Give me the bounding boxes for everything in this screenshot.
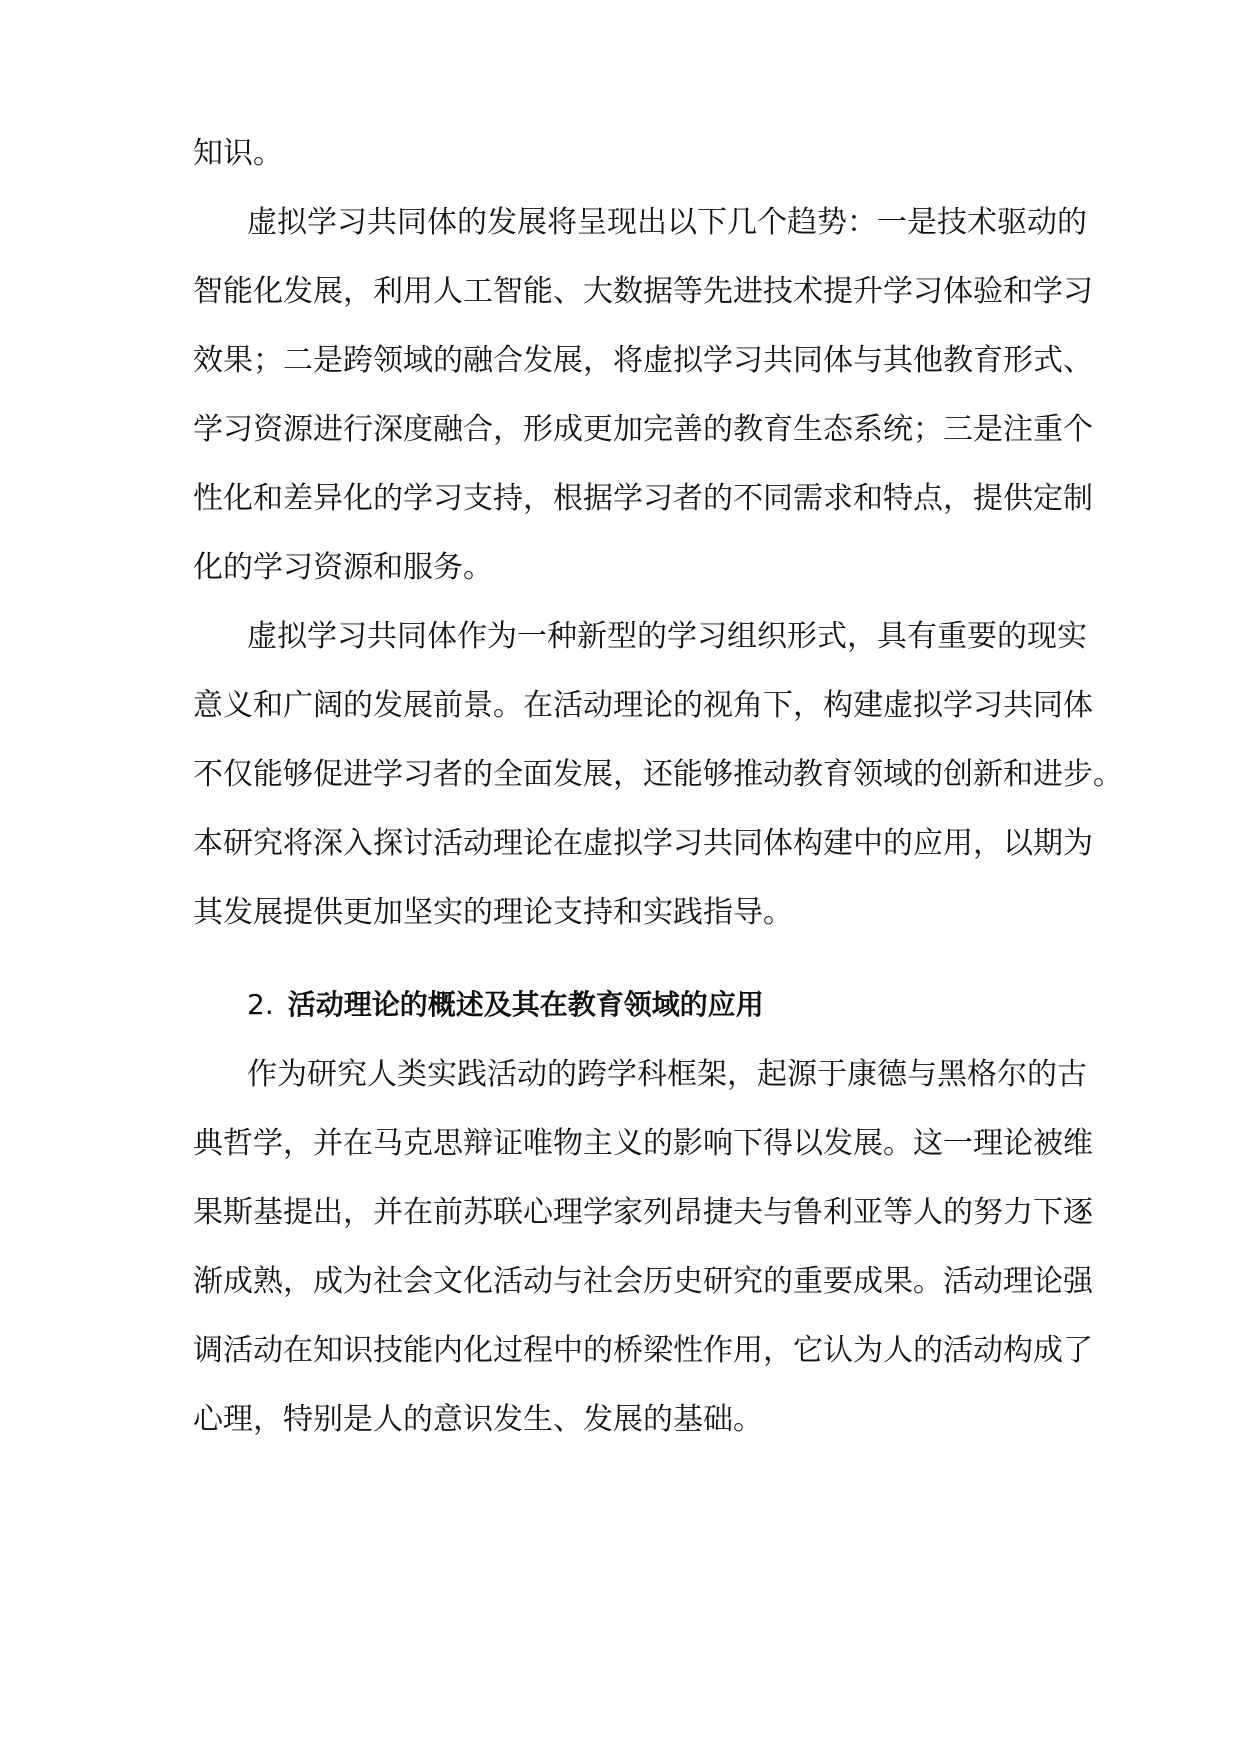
- paragraph-line: 渐成熟，成为社会文化活动与社会历史研究的重要成果。活动理论强: [193, 1264, 1093, 1299]
- section-number: 2.: [247, 988, 274, 1021]
- paragraph-line: 果斯基提出，并在前苏联心理学家列昂捷夫与鲁利亚等人的努力下逐: [193, 1195, 1093, 1230]
- paragraph-line: 性化和差异化的学习支持，根据学习者的不同需求和特点，提供定制: [193, 481, 1093, 516]
- paragraph-line: 作为研究人类实践活动的跨学科框架，起源于康德与黑格尔的古: [247, 1057, 1087, 1092]
- paragraph-line: 调活动在知识技能内化过程中的桥梁性作用，它认为人的活动构成了: [193, 1333, 1093, 1368]
- paragraph-line: 知识。: [193, 136, 283, 171]
- paragraph-line: 智能化发展，利用人工智能、大数据等先进技术提升学习体验和学习: [193, 274, 1093, 309]
- paragraph-line: 其发展提供更加坚实的理论支持和实践指导。: [193, 895, 793, 930]
- paragraph-line: 不仅能够促进学习者的全面发展，还能够推动教育领域的创新和进步。: [193, 757, 1123, 792]
- paragraph-line: 虚拟学习共同体的发展将呈现出以下几个趋势：一是技术驱动的: [247, 205, 1087, 240]
- section-title: 活动理论的概述及其在教育领域的应用: [287, 988, 764, 1021]
- paragraph-line: 典哲学，并在马克思辩证唯物主义的影响下得以发展。这一理论被维: [193, 1126, 1093, 1161]
- paragraph-line: 意义和广阔的发展前景。在活动理论的视角下，构建虚拟学习共同体: [193, 688, 1093, 723]
- paragraph-line: 学习资源进行深度融合，形成更加完善的教育生态系统；三是注重个: [193, 412, 1093, 447]
- paragraph-line: 心理，特别是人的意识发生、发展的基础。: [193, 1402, 763, 1437]
- paragraph-line: 本研究将深入探讨活动理论在虚拟学习共同体构建中的应用，以期为: [193, 826, 1093, 861]
- paragraph-line: 化的学习资源和服务。: [193, 550, 493, 585]
- paragraph-line: 效果；二是跨领域的融合发展，将虚拟学习共同体与其他教育形式、: [193, 343, 1093, 378]
- paragraph-line: 虚拟学习共同体作为一种新型的学习组织形式，具有重要的现实: [247, 619, 1087, 654]
- section-heading: [247, 985, 764, 1025]
